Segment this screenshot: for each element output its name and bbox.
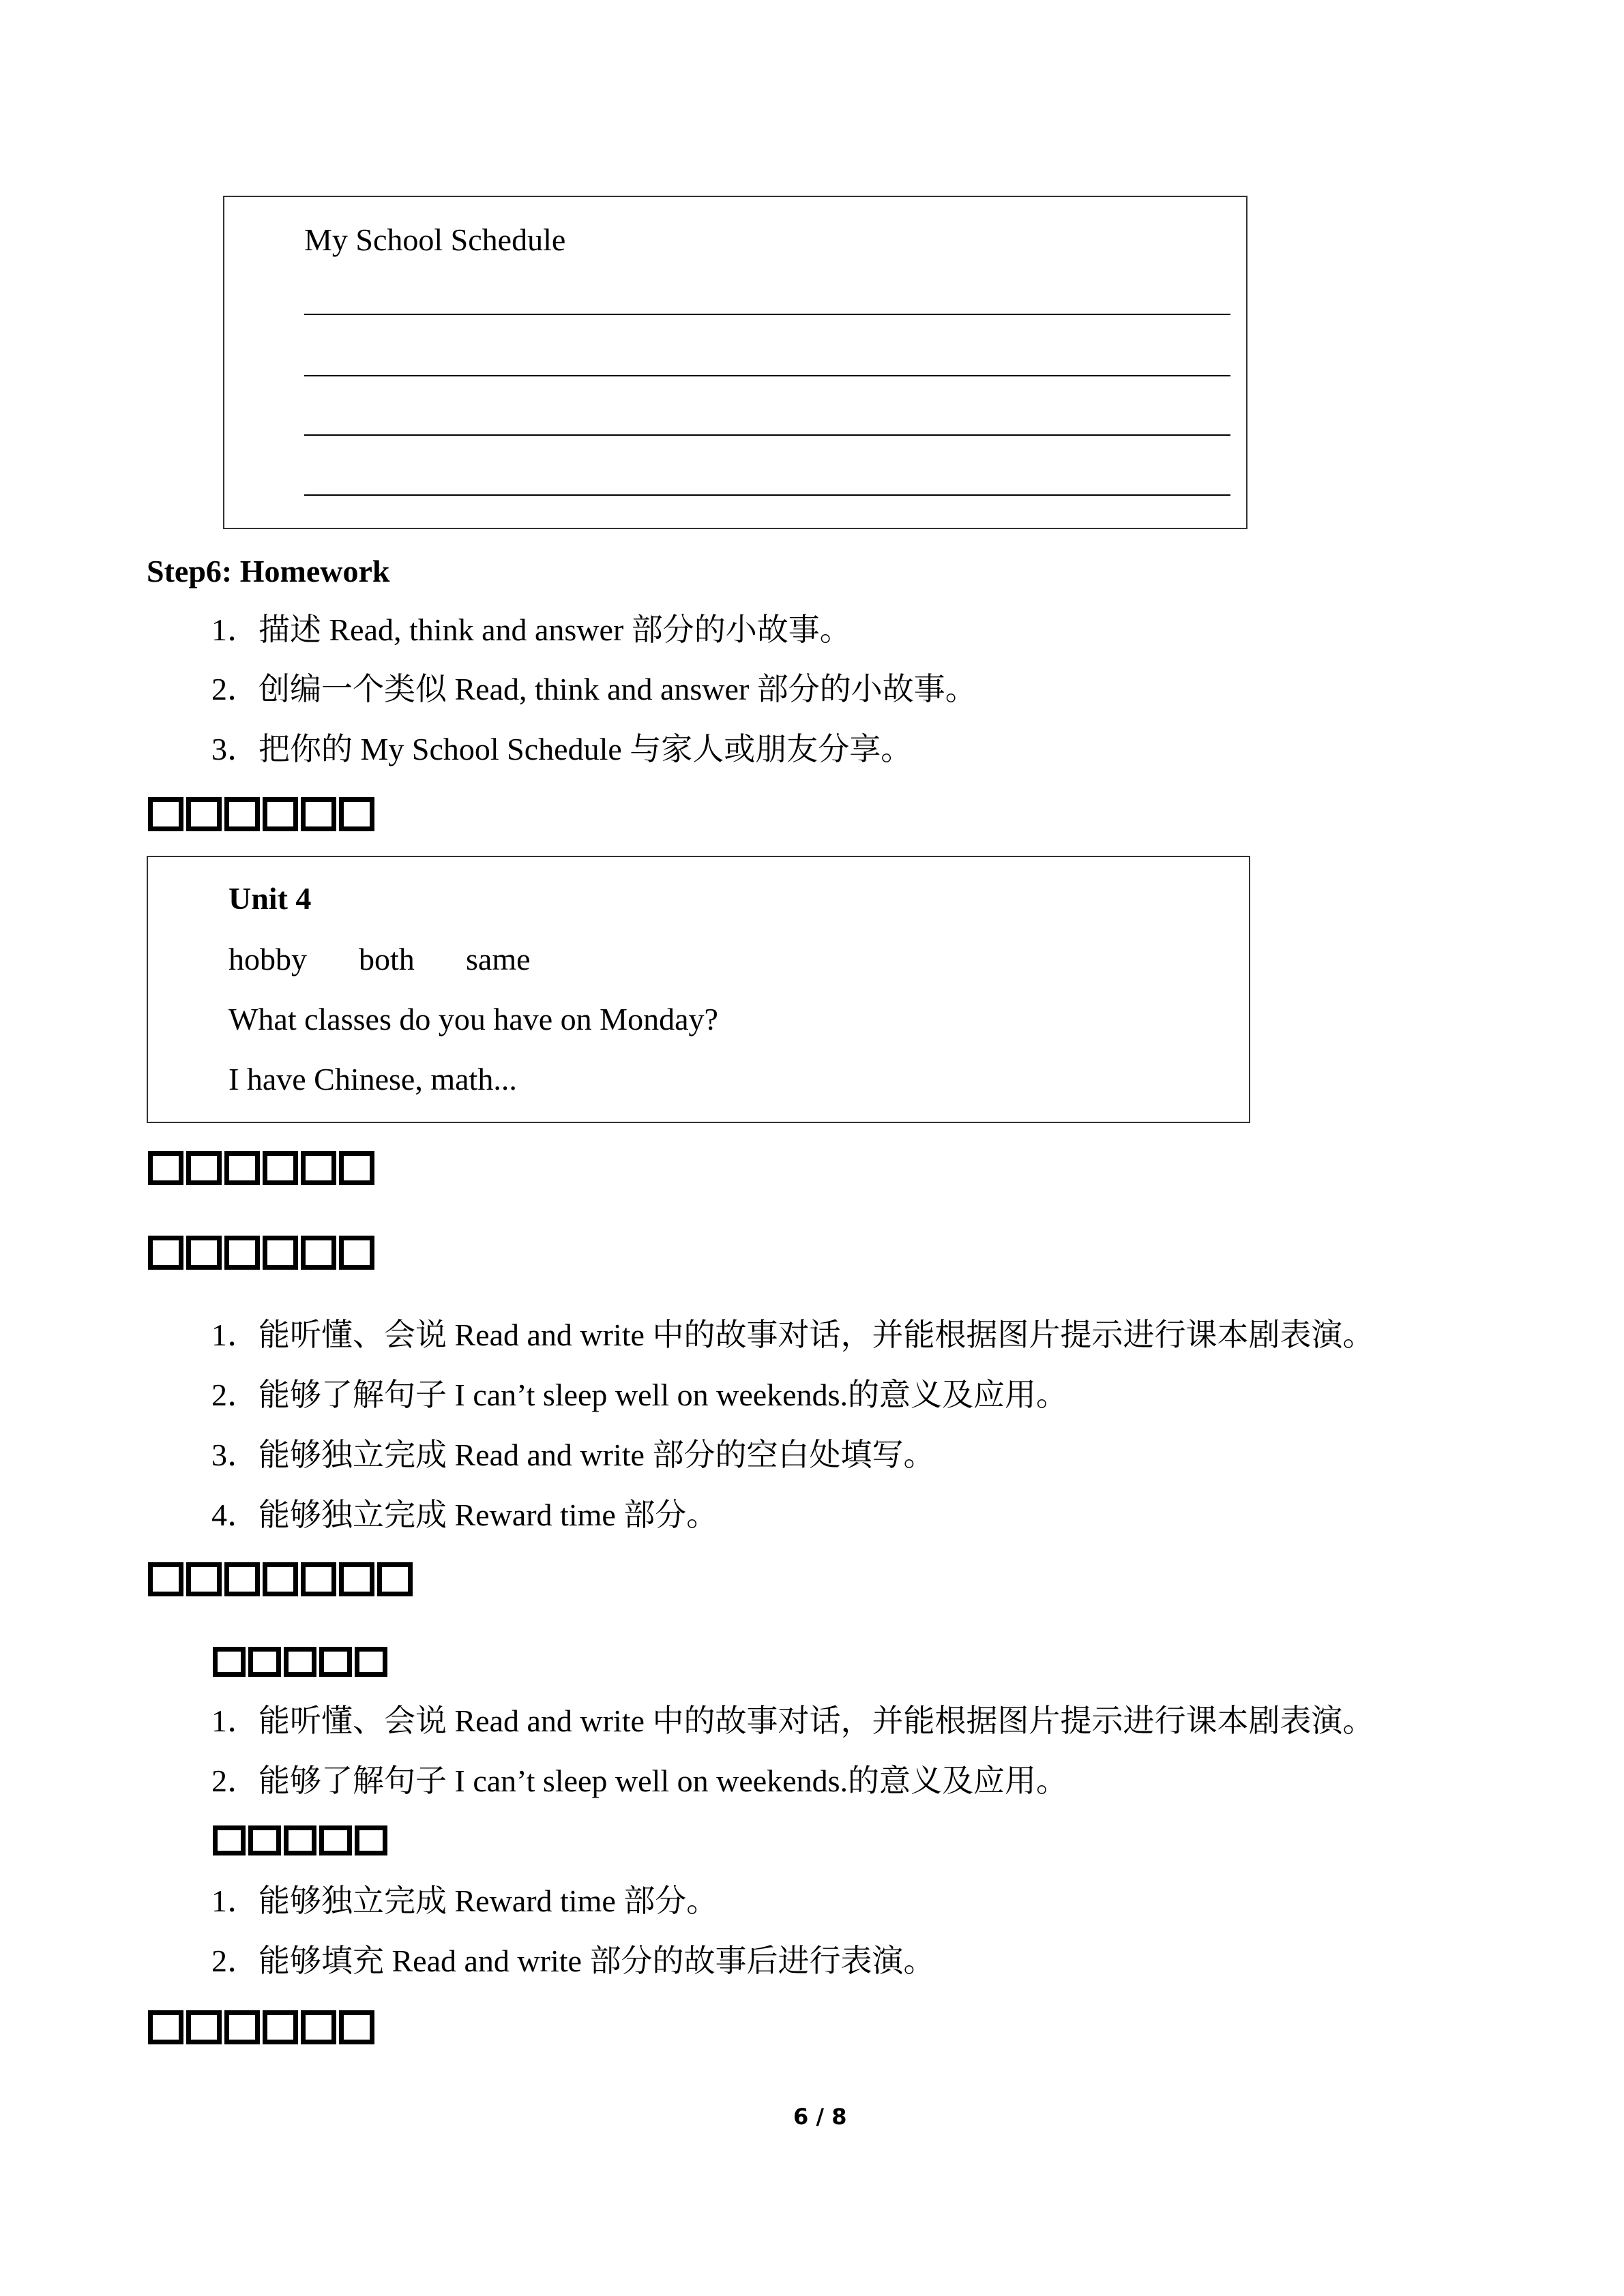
schedule-title: My School Schedule — [304, 222, 566, 257]
key-point-item: 2．能够了解句子 I can’t sleep well on weekends.的意义及应用。 — [211, 1763, 1068, 1798]
page-number: 6 / 8 — [793, 2104, 847, 2130]
writing-line-1 — [304, 314, 1230, 315]
board-word: hobby — [228, 942, 307, 976]
section-heading-lesson — [148, 1151, 374, 1185]
homework-item: 2．创编一个类似 Read, think and answer 部分的小故事。 — [211, 672, 977, 706]
section-heading-board-design — [148, 797, 374, 831]
writing-line-3 — [304, 434, 1230, 436]
writing-line-2 — [304, 375, 1230, 376]
subheading-key-points — [213, 1647, 387, 1677]
board-question: What classes do you have on Monday? — [228, 1002, 718, 1037]
homework-item: 1．描述 Read, think and answer 部分的小故事。 — [211, 612, 851, 647]
section-heading-key-difficult — [148, 1562, 413, 1596]
board-unit-title: Unit 4 — [228, 881, 312, 916]
difficult-point-item: 2．能够填充 Read and write 部分的故事后进行表演。 — [211, 1943, 935, 1978]
objective-item: 2．能够了解句子 I can’t sleep well on weekends.的意义及应用。 — [211, 1377, 1068, 1412]
objective-item: 4．能够独立完成 Reward time 部分。 — [211, 1497, 718, 1532]
section-heading-prep — [148, 2010, 374, 2044]
section-heading-objectives — [148, 1236, 374, 1270]
board-answer: I have Chinese, math... — [228, 1062, 517, 1097]
writing-line-4 — [304, 494, 1230, 496]
key-point-item: 1．能听懂、会说 Read and write 中的故事对话，并能根据图片提示进行课本剧表演。 — [211, 1703, 1374, 1738]
homework-item: 3．把你的 My School Schedule 与家人或朋友分享。 — [211, 732, 913, 766]
difficult-point-item: 1．能够独立完成 Reward time 部分。 — [211, 1883, 718, 1918]
homework-heading: Step6: Homework — [147, 554, 390, 588]
subheading-difficult-points — [213, 1825, 387, 1855]
objective-item: 3．能够独立完成 Read and write 部分的空白处填写。 — [211, 1437, 935, 1472]
board-word: both — [359, 942, 415, 976]
board-word: same — [466, 942, 531, 976]
objective-item: 1．能听懂、会说 Read and write 中的故事对话，并能根据图片提示进行课本剧表演。 — [211, 1317, 1374, 1352]
